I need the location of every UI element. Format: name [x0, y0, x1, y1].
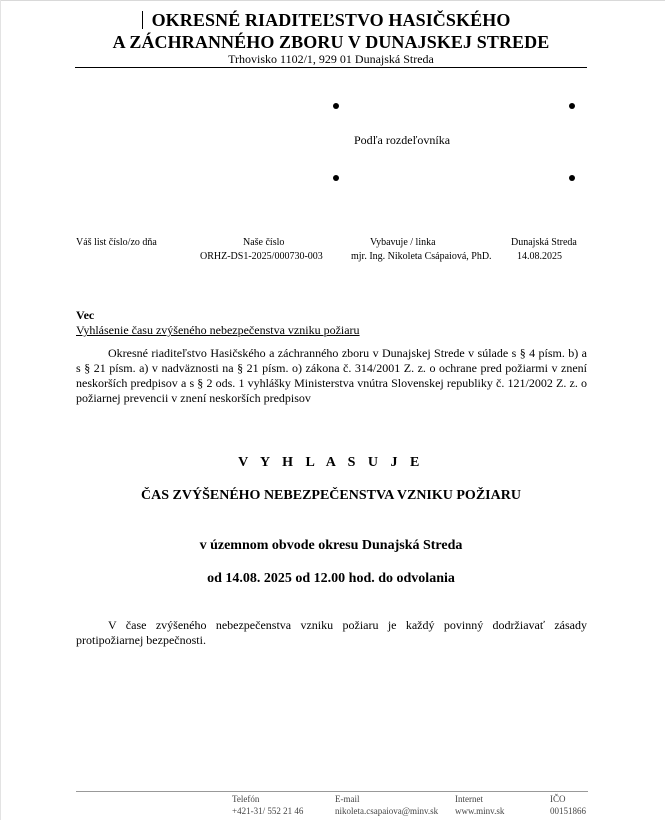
address-corner-mark-bottom-left: [333, 175, 339, 181]
subject-label: Vec: [76, 308, 95, 322]
our-number-label: Naše číslo: [243, 237, 285, 248]
address-corner-mark-bottom-right: [569, 175, 575, 181]
org-line-2: A ZÁCHRANNÉHO ZBORU V DUNAJSKEJ STREDE: [112, 32, 550, 52]
declaration-heading: V Y H L A S U J E: [238, 455, 424, 470]
period-line: od 14.08. 2025 od 12.00 hod. do odvolania: [207, 571, 455, 586]
footer-internet-value: www.minv.sk: [455, 806, 505, 816]
footer-divider: [76, 791, 588, 792]
declaration-title: ČAS ZVÝŠENÉHO NEBEZPEČENSTVA VZNIKU POŽIARU: [141, 488, 521, 503]
territory-line: v územnom obvode okresu Dunajská Streda: [199, 538, 463, 553]
footer-ico-value: 00151866: [550, 806, 586, 816]
page-top-border: [0, 0, 665, 1]
footer-phone-label: Telefón: [232, 794, 260, 804]
address-corner-mark-top-left: [333, 103, 339, 109]
handled-by-label: Vybavuje / linka: [370, 237, 436, 248]
page-left-border: [0, 0, 1, 820]
place-label: Dunajská Streda: [511, 237, 577, 248]
footer-email-label: E-mail: [335, 794, 360, 804]
subject-title: Vyhlásenie času zvýšeného nebezpečenstva vzniku požiaru: [76, 323, 360, 337]
footer-email-value: nikoleta.csapaiova@minv.sk: [335, 806, 439, 816]
our-number-value: ORHZ-DS1-2025/000730-003: [200, 251, 323, 262]
your-letter-label: Váš list číslo/zo dňa: [76, 237, 157, 248]
text-cursor: [142, 11, 143, 29]
recipient: Podľa rozdeľovníka: [354, 133, 451, 147]
org-line-1: OKRESNÉ RIADITEĽSTVO HASIČSKÉHO: [151, 10, 511, 30]
footer-phone-value: +421-31/ 552 21 46: [232, 806, 304, 816]
intro-paragraph: Okresné riaditeľstvo Hasičského a záchranného zboru v Dunajskej Strede v súlade s § 4 písm. b) a s § 21 písm. a) v nadväznosti na § 21 písm. o) zákona č. 314/2001 Z. z. o ochrane pred požiarmi v znení neskorších predpisov a s § 2 ods. 1 vyhlášky Ministerstva vnútra Slovenskej republiky č. 121/2002 Z. z. o požiarnej prevencii v znení neskorších predpisov: [76, 346, 587, 405]
footer-ico-label: IČO: [550, 794, 566, 804]
header-divider: [75, 67, 587, 68]
duty-paragraph: V čase zvýšeného nebezpečenstva vzniku požiaru je každý povinný dodržiavať zásady protipožiarnej bezpečnosti.: [76, 618, 587, 647]
handled-by-value: mjr. Ing. Nikoleta Csápaiová, PhD.: [351, 251, 492, 262]
org-address: Trhovisko 1102/1, 929 01 Dunajská Streda: [228, 52, 434, 66]
organization-name: [75, 9, 587, 53]
address-corner-mark-top-right: [569, 103, 575, 109]
footer-internet-label: Internet: [455, 794, 483, 804]
date-value: 14.08.2025: [517, 251, 562, 262]
